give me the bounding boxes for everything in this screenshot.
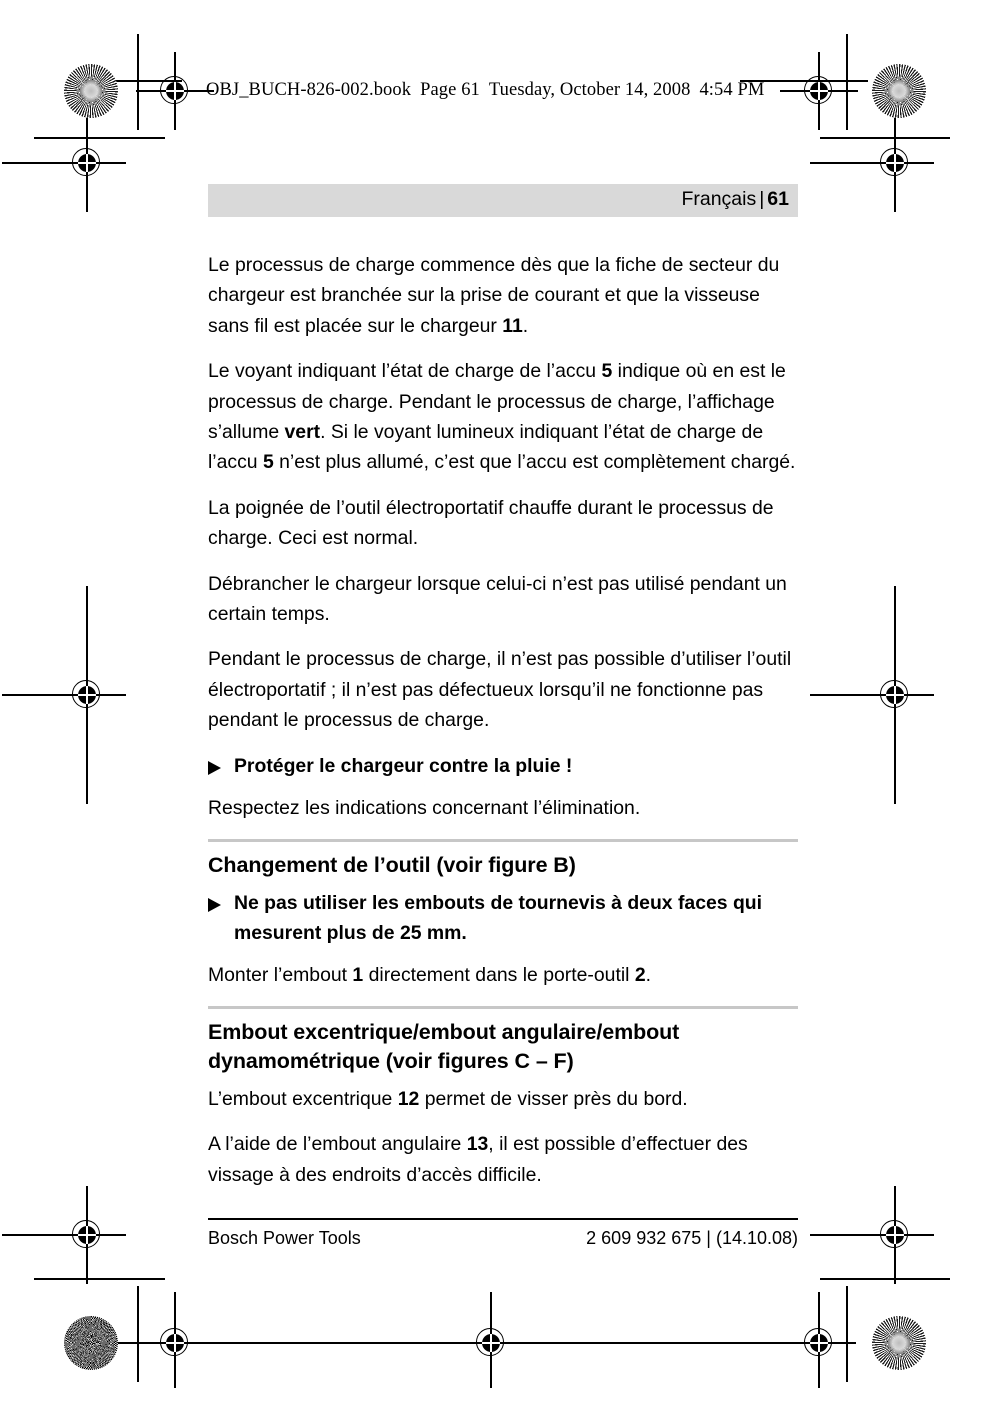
p2-text-d: n’est plus allumé, c’est que l’accu est complètement chargé. (273, 451, 796, 474)
p7-text-b: directement dans le porte-outil (363, 964, 635, 987)
registration-mark-lower-right (872, 1212, 918, 1258)
running-head-separator: | (759, 188, 765, 210)
part-reference-5-second: 5 (262, 451, 274, 474)
triangle-bullet-icon (208, 761, 222, 775)
registration-mark-bottom-center (468, 1320, 514, 1366)
crop-line-bottom-right-horizontal (820, 1278, 950, 1280)
crop-line-top-right-vertical (846, 34, 848, 130)
footer-document-number: 2 609 932 675 | (14.10.08) (586, 1228, 798, 1249)
footer-rule (208, 1218, 798, 1220)
printer-header-file: OBJ_BUCH-826-002.book (206, 80, 412, 100)
registration-mark-top-left (152, 68, 198, 114)
part-reference-2: 2 (634, 964, 646, 987)
p2-text-a: Le voyant indiquant l’état de charge de l’accu (208, 360, 602, 383)
paragraph-offset-attachment (208, 1084, 798, 1114)
p2-text-c: . Si le voyant lumineux indiquant l’état de charge de l’accu (208, 421, 764, 474)
triangle-bullet-icon (208, 898, 222, 912)
crop-line-top-right-horizontal (820, 137, 950, 139)
print-rosette-top-right (872, 64, 926, 118)
p8-text-b: permet de visser près du bord. (419, 1087, 688, 1110)
emphasis-vert: vert (284, 421, 321, 444)
part-reference-1: 1 (352, 964, 364, 987)
paragraph-charging-start (208, 250, 798, 341)
registration-mark-middle-right (872, 672, 918, 718)
registration-mark-bottom-right (796, 1320, 842, 1366)
crop-line-bottom-left-horizontal (34, 1278, 165, 1280)
registration-mark-upper-left (64, 140, 110, 186)
registration-mark-bottom-left (152, 1320, 198, 1366)
section-heading-tool-change: Changement de l’outil (voir figure B) (208, 852, 576, 877)
part-reference-13: 13 (466, 1133, 489, 1156)
p9-text-a: A l’aide de l’embout angulaire (208, 1133, 467, 1156)
running-head-page-number: 61 (767, 188, 789, 210)
paragraph-unplug-charger: Débrancher le chargeur lorsque celui-ci n’est pas utilisé pendant un certain temps. (208, 572, 787, 626)
crop-line-bottom-left-vertical (137, 1286, 139, 1382)
registration-mark-middle-left (64, 672, 110, 718)
part-reference-11: 11 (502, 314, 523, 337)
p7-text-a: Monter l’embout (208, 964, 353, 987)
crop-line-top-left-vertical (137, 34, 139, 130)
p1-text-a: Le processus de charge commence dès que la fiche de secteur du chargeur est branchée sur la prise de courant et que la visseuse sans fil est placée sur le chargeur (208, 254, 780, 337)
paragraph-angle-attachment (208, 1129, 798, 1190)
running-head-language: Français (681, 188, 757, 210)
section-divider-rule-1 (208, 839, 798, 842)
registration-mark-upper-right (872, 140, 918, 186)
warning-text: Protéger le chargeur contre la pluie ! (234, 754, 573, 777)
paragraph-mount-bit (208, 960, 798, 990)
print-rosette-bottom-left (64, 1316, 118, 1370)
warning-text: Ne pas utiliser les embouts de tournevis à deux faces qui mesurent plus de 25 mm. (234, 891, 763, 944)
registration-mark-top-right (796, 68, 842, 114)
section-divider-rule-2 (208, 1006, 798, 1009)
p9-text-b: , il est possible d’effectuer des vissage à des endroits d’accès difficile. (208, 1133, 748, 1186)
p8-text-a: L’embout excentrique (208, 1087, 398, 1110)
warning-no-double-ended-bits (208, 888, 798, 949)
paragraph-tool-unusable-while-charging: Pendant le processus de charge, il n’est pas possible d’utiliser l’outil électroportatif ; il n’est pas défectueux lorsqu’il ne fonctionne pas pendant le processus de charge. (208, 648, 792, 732)
printer-header-page: Page 61 (420, 80, 480, 100)
printer-header-date: Tuesday, October 14, 2008 (488, 80, 691, 100)
paragraph-handle-warms: La poignée de l’outil électroportatif chauffe durant le processus de charge. Ceci est normal. (208, 496, 774, 550)
registration-mark-lower-left (64, 1212, 110, 1258)
page-footer (208, 1218, 798, 1249)
printer-header (206, 80, 764, 101)
print-rosette-top-left (64, 64, 118, 118)
crop-line-top-left-horizontal (34, 137, 165, 139)
warning-protect-charger-from-rain (208, 751, 798, 781)
paragraph-charge-indicator (208, 356, 798, 478)
print-rosette-bottom-right (872, 1316, 926, 1370)
p7-text-c: . (645, 964, 652, 987)
p2-text-b: indique où en est le processus de charge. Pendant le processus de charge, l’affichage s’allume (208, 360, 786, 444)
footer-row (208, 1228, 798, 1249)
page-body (208, 250, 798, 1205)
footer-company: Bosch Power Tools (208, 1228, 361, 1249)
running-head-text (681, 188, 789, 211)
p1-text-b: . (522, 314, 529, 337)
printer-header-time: 4:54 PM (699, 80, 765, 100)
part-reference-5-first: 5 (601, 360, 613, 383)
paragraph-disposal-instructions: Respectez les indications concernant l’élimination. (208, 797, 641, 820)
section-heading-offset-angle-torque-attachment: Embout excentrique/embout angulaire/embout dynamométrique (voir figures C – F) (208, 1019, 680, 1073)
part-reference-12: 12 (397, 1087, 420, 1110)
running-head-bar (208, 184, 798, 217)
crop-line-bottom-right-vertical (846, 1286, 848, 1382)
